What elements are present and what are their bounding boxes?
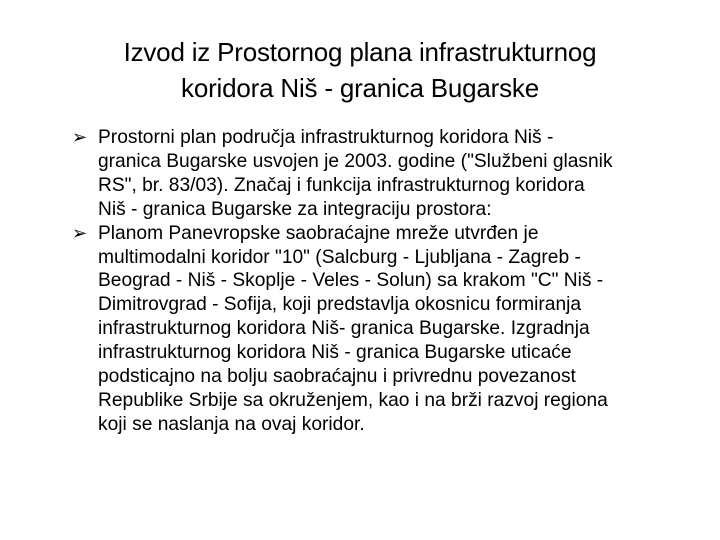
bullet-text-line: infrastrukturnog koridora Niš - granica Bugarske uticaće <box>98 342 572 364</box>
bullet-text-line: RS", br. 83/03). Značaj i funkcija infrastrukturnog koridora <box>98 174 585 196</box>
bullet-text-line: Beograd - Niš - Skoplje - Veles - Solun) sa krakom "C" Niš - <box>98 270 604 292</box>
bullet-text-line: Republike Srbije sa okruženjem, kao i na brži razvoj regiona <box>98 389 608 411</box>
arrow-bullet-icon: ➢ <box>72 127 88 148</box>
slide-title <box>60 34 660 106</box>
bullet-list <box>72 126 692 437</box>
bullet-text-line: podsticajno na bolju saobraćajnu i privrednu povezanost <box>98 366 576 388</box>
title-line: koridora Niš - granica Bugarske <box>181 73 539 103</box>
bullet-item <box>72 222 692 437</box>
title-line: Izvod iz Prostornog plana infrastrukturnog <box>123 37 597 67</box>
bullet-text-line: koji se naslanja na ovaj koridor. <box>98 413 365 435</box>
bullet-text-line: Prostorni plan područja infrastrukturnog koridora Niš - <box>98 127 554 148</box>
bullet-text-line: Niš - granica Bugarske za integraciju prostora: <box>98 198 492 220</box>
arrow-bullet-icon: ➢ <box>72 222 88 244</box>
bullet-text-line: Dimitrovgrad - Sofija, koji predstavlja okosnicu formiranja <box>98 294 582 316</box>
bullet-text-line: granica Bugarske usvojen je 2003. godine ("Službeni glasnik <box>98 150 613 172</box>
bullet-text-line: infrastrukturnog koridora Niš- granica Bugarske. Izgradnja <box>98 318 590 340</box>
bullet-item <box>72 126 692 222</box>
bullet-text-line: Planom Panevropske saobraćajne mreže utvrđen je <box>98 222 539 244</box>
bullet-text-line: multimodalni koridor "10" (Salcburg - Ljubljana - Zagreb - <box>98 246 581 268</box>
